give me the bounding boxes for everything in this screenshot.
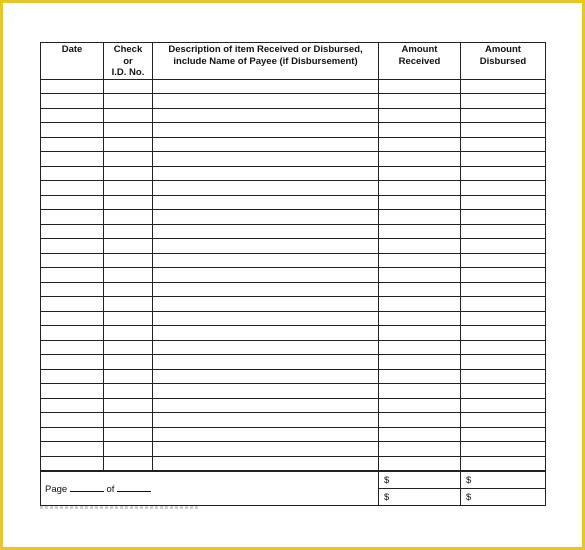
- date-header: Date: [41, 43, 104, 80]
- table-row: [41, 398, 546, 413]
- description-cell[interactable]: [153, 427, 379, 442]
- check-id-cell[interactable]: [104, 369, 153, 384]
- table-row: [41, 442, 546, 457]
- table-row: [41, 94, 546, 109]
- amount-received-cell[interactable]: [379, 166, 461, 181]
- amount-disbursed-cell[interactable]: [461, 137, 546, 152]
- check-id-cell[interactable]: [104, 239, 153, 254]
- received-total-cell[interactable]: $: [379, 472, 461, 489]
- check-id-cell[interactable]: [104, 268, 153, 283]
- description-cell[interactable]: [153, 79, 379, 94]
- date-cell[interactable]: [41, 253, 104, 268]
- amount-disbursed-cell[interactable]: [461, 311, 546, 326]
- check-id-cell[interactable]: [104, 340, 153, 355]
- amount-received-cell[interactable]: [379, 123, 461, 138]
- description-cell[interactable]: [153, 137, 379, 152]
- table-row: [41, 268, 546, 283]
- amount-disbursed-cell[interactable]: [461, 326, 546, 341]
- check-id-cell[interactable]: [104, 442, 153, 457]
- description-cell[interactable]: [153, 152, 379, 167]
- check-id-cell[interactable]: [104, 224, 153, 239]
- amount-received-header: Amount Received: [379, 43, 461, 80]
- amount-received-cell[interactable]: [379, 442, 461, 457]
- table-row: [41, 123, 546, 138]
- disbursed-balance-cell[interactable]: $: [461, 489, 546, 506]
- table-row: [41, 239, 546, 254]
- date-cell[interactable]: [41, 442, 104, 457]
- amount-received-cell[interactable]: [379, 297, 461, 312]
- description-cell[interactable]: [153, 282, 379, 297]
- description-cell[interactable]: [153, 195, 379, 210]
- table-row: [41, 384, 546, 399]
- check-id-cell[interactable]: [104, 195, 153, 210]
- date-cell[interactable]: [41, 427, 104, 442]
- amount-disbursed-cell[interactable]: [461, 413, 546, 428]
- amount-disbursed-cell[interactable]: [461, 442, 546, 457]
- table-row: [41, 427, 546, 442]
- amount-disbursed-cell[interactable]: [461, 181, 546, 196]
- amount-disbursed-cell[interactable]: [461, 282, 546, 297]
- table-row: [41, 369, 546, 384]
- check-id-cell[interactable]: [104, 79, 153, 94]
- date-cell[interactable]: [41, 340, 104, 355]
- date-cell[interactable]: [41, 413, 104, 428]
- ledger-footer: [40, 471, 546, 506]
- check-id-cell[interactable]: [104, 413, 153, 428]
- description-cell[interactable]: [153, 123, 379, 138]
- table-row: [41, 137, 546, 152]
- disbursed-total-cell[interactable]: $: [461, 472, 546, 489]
- check-id-header: Check or I.D. No.: [104, 43, 153, 80]
- amount-received-cell[interactable]: [379, 108, 461, 123]
- check-id-cell[interactable]: [104, 152, 153, 167]
- amount-received-cell[interactable]: [379, 282, 461, 297]
- amount-received-cell[interactable]: [379, 268, 461, 283]
- check-id-cell[interactable]: [104, 282, 153, 297]
- date-cell[interactable]: [41, 456, 104, 471]
- table-row: [41, 297, 546, 312]
- date-cell[interactable]: [41, 210, 104, 225]
- description-cell[interactable]: [153, 340, 379, 355]
- description-cell[interactable]: [153, 369, 379, 384]
- amount-disbursed-cell[interactable]: [461, 210, 546, 225]
- table-row: [41, 166, 546, 181]
- received-balance-cell[interactable]: $: [379, 489, 461, 506]
- cash-ledger-form: [40, 42, 545, 506]
- date-cell[interactable]: [41, 152, 104, 167]
- date-cell[interactable]: [41, 398, 104, 413]
- amount-disbursed-cell[interactable]: [461, 355, 546, 370]
- description-cell[interactable]: [153, 210, 379, 225]
- amount-disbursed-cell[interactable]: [461, 152, 546, 167]
- amount-received-cell[interactable]: [379, 253, 461, 268]
- of-label: of: [106, 484, 115, 495]
- date-cell[interactable]: [41, 268, 104, 283]
- table-row: [41, 456, 546, 471]
- amount-received-cell[interactable]: [379, 427, 461, 442]
- table-row: [41, 152, 546, 167]
- table-row: [41, 355, 546, 370]
- table-row: [41, 79, 546, 94]
- check-id-cell[interactable]: [104, 427, 153, 442]
- page-number-blank[interactable]: [70, 482, 104, 492]
- date-cell[interactable]: [41, 195, 104, 210]
- description-cell[interactable]: [153, 456, 379, 471]
- date-cell[interactable]: [41, 181, 104, 196]
- description-cell[interactable]: [153, 355, 379, 370]
- amount-disbursed-cell[interactable]: [461, 369, 546, 384]
- table-row: [41, 282, 546, 297]
- amount-disbursed-cell[interactable]: [461, 297, 546, 312]
- description-cell[interactable]: [153, 166, 379, 181]
- check-id-cell[interactable]: [104, 210, 153, 225]
- table-row: [41, 108, 546, 123]
- amount-received-cell[interactable]: [379, 413, 461, 428]
- amount-received-cell[interactable]: [379, 94, 461, 109]
- date-cell[interactable]: [41, 79, 104, 94]
- page-total-blank[interactable]: [117, 482, 151, 492]
- check-id-cell[interactable]: [104, 398, 153, 413]
- description-cell[interactable]: [153, 108, 379, 123]
- amount-received-cell[interactable]: [379, 355, 461, 370]
- amount-received-cell[interactable]: [379, 195, 461, 210]
- check-id-cell[interactable]: [104, 137, 153, 152]
- amount-received-cell[interactable]: [379, 239, 461, 254]
- table-row: [41, 340, 546, 355]
- check-id-cell[interactable]: [104, 94, 153, 109]
- amount-received-cell[interactable]: [379, 152, 461, 167]
- date-cell[interactable]: [41, 224, 104, 239]
- description-cell[interactable]: [153, 253, 379, 268]
- amount-disbursed-cell[interactable]: [461, 224, 546, 239]
- date-cell[interactable]: [41, 123, 104, 138]
- table-row: [41, 210, 546, 225]
- check-id-cell[interactable]: [104, 181, 153, 196]
- check-id-cell[interactable]: [104, 253, 153, 268]
- table-row: [41, 195, 546, 210]
- check-id-cell[interactable]: [104, 456, 153, 471]
- date-cell[interactable]: [41, 384, 104, 399]
- amount-received-cell[interactable]: [379, 326, 461, 341]
- amount-disbursed-cell[interactable]: [461, 456, 546, 471]
- table-row: [41, 253, 546, 268]
- check-id-cell[interactable]: [104, 123, 153, 138]
- date-cell[interactable]: [41, 239, 104, 254]
- date-cell[interactable]: [41, 311, 104, 326]
- amount-received-cell[interactable]: [379, 79, 461, 94]
- table-row: [41, 181, 546, 196]
- amount-disbursed-cell[interactable]: [461, 398, 546, 413]
- description-cell[interactable]: [153, 326, 379, 341]
- header-row: [41, 43, 546, 80]
- description-cell[interactable]: [153, 268, 379, 283]
- amount-received-cell[interactable]: [379, 340, 461, 355]
- amount-received-cell[interactable]: [379, 369, 461, 384]
- page-label: Page: [45, 484, 68, 495]
- date-cell[interactable]: [41, 94, 104, 109]
- description-cell[interactable]: [153, 297, 379, 312]
- amount-disbursed-cell[interactable]: [461, 384, 546, 399]
- description-cell[interactable]: [153, 384, 379, 399]
- amount-disbursed-cell[interactable]: [461, 268, 546, 283]
- description-cell[interactable]: [153, 181, 379, 196]
- check-id-cell[interactable]: [104, 326, 153, 341]
- amount-received-cell[interactable]: [379, 384, 461, 399]
- amount-disbursed-cell[interactable]: [461, 166, 546, 181]
- scan-artifact: [40, 506, 200, 509]
- amount-received-cell[interactable]: [379, 181, 461, 196]
- date-cell[interactable]: [41, 326, 104, 341]
- description-cell[interactable]: [153, 398, 379, 413]
- date-cell[interactable]: [41, 137, 104, 152]
- description-cell[interactable]: [153, 311, 379, 326]
- amount-received-cell[interactable]: [379, 311, 461, 326]
- page-counter: [41, 472, 379, 506]
- description-cell[interactable]: [153, 224, 379, 239]
- amount-disbursed-cell[interactable]: [461, 253, 546, 268]
- amount-disbursed-header: Amount Disbursed: [461, 43, 546, 80]
- amount-disbursed-cell[interactable]: [461, 239, 546, 254]
- description-cell[interactable]: [153, 442, 379, 457]
- date-cell[interactable]: [41, 355, 104, 370]
- date-cell[interactable]: [41, 166, 104, 181]
- check-id-cell[interactable]: [104, 108, 153, 123]
- amount-disbursed-cell[interactable]: [461, 427, 546, 442]
- ledger-rows: [41, 79, 546, 471]
- description-header: Description of item Received or Disbursed, include Name of Payee (if Disbursement): [153, 43, 379, 80]
- amount-received-cell[interactable]: [379, 210, 461, 225]
- check-id-cell[interactable]: [104, 311, 153, 326]
- date-cell[interactable]: [41, 108, 104, 123]
- amount-disbursed-cell[interactable]: [461, 195, 546, 210]
- description-cell[interactable]: [153, 413, 379, 428]
- table-row: [41, 224, 546, 239]
- table-row: [41, 413, 546, 428]
- check-id-cell[interactable]: [104, 166, 153, 181]
- amount-disbursed-cell[interactable]: [461, 94, 546, 109]
- amount-disbursed-cell[interactable]: [461, 340, 546, 355]
- date-cell[interactable]: [41, 297, 104, 312]
- amount-disbursed-cell[interactable]: [461, 108, 546, 123]
- check-id-cell[interactable]: [104, 355, 153, 370]
- table-row: [41, 311, 546, 326]
- amount-received-cell[interactable]: [379, 137, 461, 152]
- check-id-cell[interactable]: [104, 297, 153, 312]
- check-id-cell[interactable]: [104, 384, 153, 399]
- date-cell[interactable]: [41, 369, 104, 384]
- amount-disbursed-cell[interactable]: [461, 79, 546, 94]
- amount-disbursed-cell[interactable]: [461, 123, 546, 138]
- description-cell[interactable]: [153, 94, 379, 109]
- amount-received-cell[interactable]: [379, 224, 461, 239]
- amount-received-cell[interactable]: [379, 456, 461, 471]
- date-cell[interactable]: [41, 282, 104, 297]
- ledger-table: [40, 42, 546, 471]
- description-cell[interactable]: [153, 239, 379, 254]
- amount-received-cell[interactable]: [379, 398, 461, 413]
- table-row: [41, 326, 546, 341]
